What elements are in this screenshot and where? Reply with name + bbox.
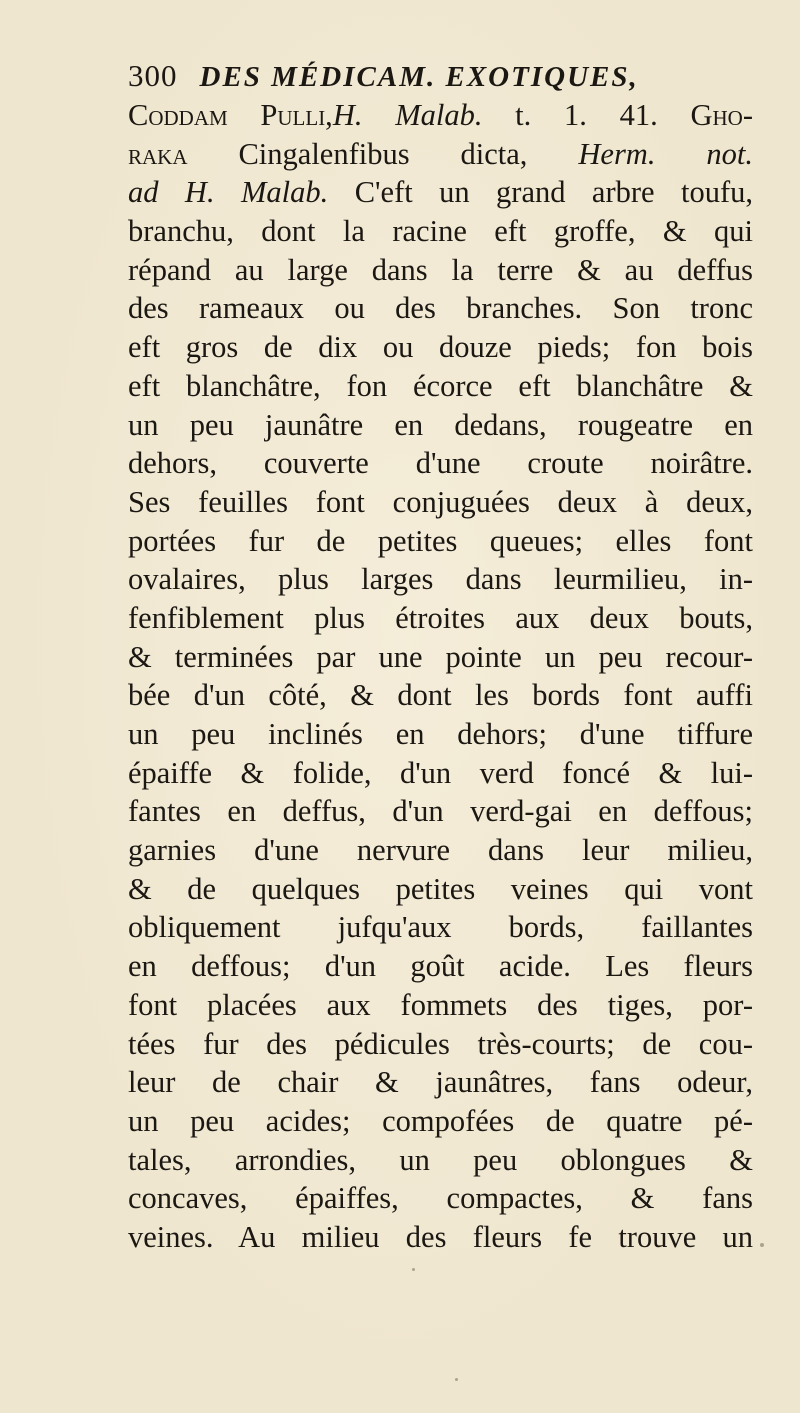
text-segment: concaves, épaiffes, compactes, & fans xyxy=(128,1181,753,1216)
running-title: DES MÉDICAM. EXOTIQUES, xyxy=(199,61,639,93)
running-header xyxy=(128,58,748,98)
text-segment: tées fur des pédicules très-courts; de cou- xyxy=(128,1026,753,1061)
text-segment: fenfiblement plus étroites aux deux bouts, xyxy=(128,600,753,635)
text-segment: eft blanchâtre, fon écorce eft blanchâtre & xyxy=(128,368,753,403)
text-segment: en deffous; d'un goût acide. Les fleurs xyxy=(128,949,753,984)
text-line xyxy=(128,173,753,212)
text-segment: leur de chair & jaunâtres, fans odeur, xyxy=(128,1065,753,1100)
text-segment: portées fur de petites queues; elles font xyxy=(128,523,753,558)
text-segment: tales, arrondies, un peu oblongues & xyxy=(128,1142,753,1177)
text-segment: des rameaux ou des branches. Son tronc xyxy=(128,291,753,326)
text-segment: Gho- xyxy=(690,98,753,132)
text-line xyxy=(128,792,753,831)
text-line xyxy=(128,328,753,367)
text-segment: garnies d'une nervure dans leur milieu, xyxy=(128,833,753,868)
text-segment: dehors, couverte d'une croute noirâtre. xyxy=(128,446,753,481)
text-segment: Ses feuilles font conjuguées deux à deux, xyxy=(128,484,753,519)
text-segment: obliquement jufqu'aux bords, faillantes xyxy=(128,910,753,945)
text-segment: bée d'un côté, & dont les bords font auffi xyxy=(128,678,753,713)
text-line xyxy=(128,754,753,793)
text-line xyxy=(128,444,753,483)
text-line xyxy=(128,483,753,522)
text-segment: Herm. not. xyxy=(578,136,754,171)
text-segment: veines. Au milieu des fleurs fe trouve un xyxy=(128,1219,753,1254)
text-line xyxy=(128,96,753,135)
text-segment: épaiffe & folide, d'un verd foncé & lui- xyxy=(128,755,753,790)
page-number: 300 xyxy=(128,58,178,93)
text-line xyxy=(128,986,753,1025)
text-line xyxy=(128,1218,753,1257)
text-line xyxy=(128,638,753,677)
text-line xyxy=(128,831,753,870)
text-line xyxy=(128,947,753,986)
text-segment: & de quelques petites veines qui vont xyxy=(128,871,753,906)
text-segment: font placées aux fommets des tiges, por- xyxy=(128,987,753,1022)
text-line xyxy=(128,367,753,406)
text-segment: fantes en deffus, d'un verd-gai en deffous; xyxy=(128,794,753,829)
paper-speck xyxy=(455,1378,458,1381)
text-segment: & terminées par une pointe un peu recour- xyxy=(128,639,753,674)
text-line xyxy=(128,251,753,290)
text-segment: raka xyxy=(128,136,188,171)
text-line xyxy=(128,908,753,947)
text-segment: t. 1. 41. xyxy=(482,98,691,132)
text-segment: un peu inclinés en dehors; d'une tiffure xyxy=(128,717,753,751)
text-line xyxy=(128,1063,753,1102)
text-line xyxy=(128,406,753,445)
text-line xyxy=(128,560,753,599)
text-line xyxy=(128,870,753,909)
text-line xyxy=(128,289,753,328)
text-line xyxy=(128,135,753,174)
body-text xyxy=(128,96,753,1257)
text-segment: Coddam Pulli, xyxy=(128,98,333,132)
text-segment: ad H. Malab. xyxy=(128,175,329,210)
text-line xyxy=(128,212,753,251)
text-segment: un peu acides; compofées de quatre pé- xyxy=(128,1103,753,1138)
text-line xyxy=(128,1141,753,1180)
paper-speck xyxy=(760,1243,764,1247)
text-segment: ovalaires, plus larges dans leurmilieu, in- xyxy=(128,562,753,597)
text-segment: Cingalenfibus dicta, xyxy=(187,136,579,171)
text-line xyxy=(128,1025,753,1064)
text-line xyxy=(128,1102,753,1141)
text-line xyxy=(128,522,753,561)
text-segment: eft gros de dix ou douze pieds; fon bois xyxy=(128,330,753,365)
paper-speck xyxy=(412,1268,415,1271)
text-segment: un peu jaunâtre en dedans, rougeatre en xyxy=(128,407,753,442)
text-line xyxy=(128,1179,753,1218)
text-segment: branchu, dont la racine eft groffe, & qui xyxy=(128,214,753,249)
text-segment: répand au large dans la terre & au deffus xyxy=(128,252,753,287)
text-line xyxy=(128,599,753,638)
text-segment: C'eft un grand arbre toufu, xyxy=(328,175,753,210)
text-segment: H. Malab. xyxy=(332,98,483,132)
text-line xyxy=(128,676,753,715)
text-line xyxy=(128,715,753,754)
